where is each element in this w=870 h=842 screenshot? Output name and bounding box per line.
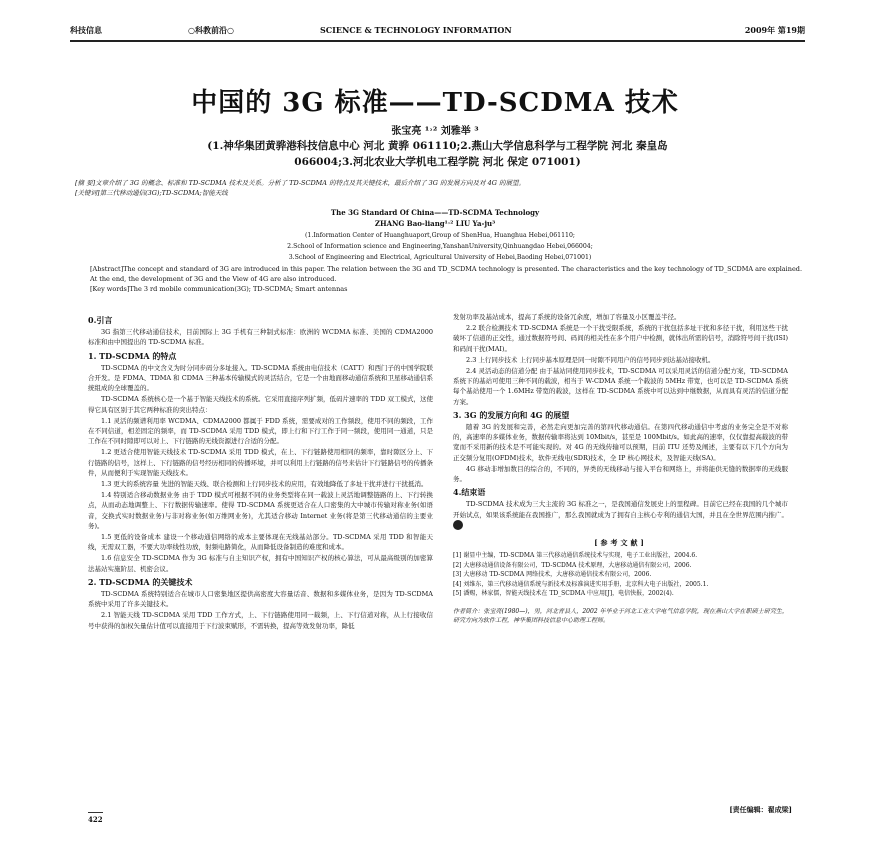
right-column — [453, 312, 788, 626]
english-affiliations — [75, 230, 805, 263]
english-title: The 3G Standard Of China——TD-SCDMA Technology — [330, 208, 540, 217]
stamp-icon — [453, 520, 463, 530]
paragraph: 发射功率及基站成本，提高了系统的设备冗余度，增加了容量及小区覆盖半径。 — [453, 313, 681, 321]
english-affiliation-line: (1.Information Center of Huanghuaport,Group of ShenHua, Huanghua Hebei,061110; — [305, 232, 575, 239]
paragraph: 2.1 智能天线 TD-SCDMA 采用 TDD 工作方式，上、下行链路使用同一载频，上、下行信道对称，从上行接收信号中获得的加权矢量估计值可以直接用于下行波束赋形，不需转换，提高等效发射功率，降低 — [88, 611, 433, 630]
paragraph: 4G 移动非增加数目的综合的，不同的，异类的无线移动与接入平台和网络上，并将能供无缝的数据率的无线服务。 — [453, 464, 788, 484]
left-column — [88, 312, 433, 632]
running-header — [70, 20, 805, 42]
chinese-abstract-block — [75, 178, 805, 198]
paragraph: 1.3 更大的系统容量 先进的智能天线、联合检测和上行同步技术的应用，有效地降低了多址干扰并进行干扰抵消。 — [101, 480, 428, 489]
paragraph: 1.1 灵活的频谱利用率 WCDMA、CDMA2000 都属于 FDD 系统，需要成对的工作频段，使用不同的频段，工作在不同信道，相差固定的频率，而 TD-SCDMA 采用 TDD 模式，即上行和下行工作于同一频段，使用同一通道，只是工作在不同时隙即可以对上、下行链路的无线资源进行合适的分配。 — [88, 416, 433, 446]
english-keywords: [Key words]The 3 rd mobile communication(3G); TD-SCDMA; Smart antennas — [90, 285, 348, 293]
conclusion-text: TD-SCDMA 技术成为三大主流的 3G 标准之一，是我国通信发展史上的里程碑。目前它已经在我国的几个城市开始试点，如果该系统能在我国推广，那么我国就成为了拥有自主核心专利的通信大国，并且在全世界范围内推广。 — [453, 500, 788, 519]
english-affiliation-line: 2.School of Information science and Engineering,YanshanUniversity,Qinhuangdao Hebei,066004; — [287, 243, 593, 250]
paragraph: 1.5 更低的设备成本 建设一个移动通信网络的成本主要体现在无线基站部分。TD-SCDMA 采用 TDD 和智能天线，无需双工器，不要大功率线性功放，射频电路简化，从而降低设备制造的难度和成本。 — [88, 533, 433, 552]
affiliation-line: 066004;3.河北农业大学机电工程学院 河北 保定 071001) — [294, 156, 581, 168]
reference-item: [3] 大唐移动 TD-SCDMA 网络技术，大唐移动通信技术有限公司，2006. — [453, 571, 652, 579]
page-number: 422 — [88, 812, 103, 824]
paragraph: 2.2 联合检测技术 TD-SCDMA 系统是一个干扰受限系统，系统的干扰包括多址干扰和多径干扰，利用这些干扰破坏了信道的正交性，通过数据符号间、码间的相关性在多个用户中检测，就体出所需的信号，消除符号间干扰(ISI)和码间干扰(MAI)。 — [453, 324, 788, 353]
reference-item: [1] 谢显中主编，TD-SCDMA 第三代移动通信系统技术与实现，电子工业出版社，2004.6. — [453, 552, 698, 560]
paragraph: TD-SCDMA 系统特别适合在城市人口密集地区提供高密度大容量话音、数据和多媒体业务，是因为 TD-SCDMA 系统中采用了许多关键技术。 — [88, 590, 433, 609]
paragraph: 3G 指第三代移动通信技术，目前国际上 3G 手机有三种制式标准：欧洲的 WCDMA 标准、美国的 CDMA2000 标准和由中国提出的 TD-SCDMA 标准。 — [88, 328, 433, 347]
reference-item: [2] 大唐移动通信设备有限公司，TD-SCDMA 技术原理，大唐移动通信有限公司，2006. — [453, 561, 692, 569]
reference-item: [5] 潘赐，林家儒，智能天线技术在 TD_SCDMA 中应用[J]，电信快报，2002(4). — [453, 590, 674, 598]
paragraph: 1.2 更适合使用智能天线技术 TD-SCDMA 采用 TDD 模式，在上、下行链路使用相同的频率，靠时隙区分上、下行链路的信号，这样上、下行链路的信号经历相同的传播环境，并可以利用上行链路的信号来估计下行链路信号的传播条件，从而便利于实现智能天线技术。 — [88, 448, 433, 477]
paragraph: 2.3 上行同步技术 上行同步基本原理是同一时隙不同用户的信号同步到达基站接收机。 — [466, 355, 715, 364]
section-name: ○科教前沿○ — [188, 24, 234, 35]
section-heading: 2. TD-SCDMA 的关键技术 — [88, 576, 193, 587]
author-bio: 作者简介：张宝亮(1980—)，男，河北青县人，2002 年毕业于河北工业大学电气信息学院，现在燕山大学在职硕士研究生，研究方向为软件工程，神华集团科技信息中心助理工程师。 — [453, 607, 788, 625]
journal-name: 科技信息 — [70, 24, 102, 35]
reference-item: [4] 刘维东，第三代移动通信系统与新技术及标准演进实用手册，北京科大电子出版社，2005.1. — [453, 580, 709, 588]
references-title: [参考文献] — [594, 538, 647, 548]
keywords-cn: [关键词]第三代移动通信(3G);TD-SCDMA;智能天线 — [75, 189, 228, 197]
paper-title: 中国的 3G 标准——TD-SCDMA 技术 — [191, 88, 679, 118]
issue-info: 2009年 第19期 — [744, 24, 805, 35]
paragraph: TD-SCDMA 的中文含义为时分同步码分多址接入。TD-SCDMA 系统由电信技术（CATT）和西门子的中国学院联合开发。是 FDMA、TDMA 和 CDMA 三种基本传输模式的灵活结合，它是一个由地面移动通信系统和卫星移动通信系统组成的全球覆盖的。 — [88, 363, 433, 393]
english-authors: ZHANG Bao-liang¹˒² LIU Ya-ju³ — [374, 219, 496, 228]
journal-english-name: SCIENCE & TECHNOLOGY INFORMATION — [320, 25, 512, 35]
paper-authors: 张宝亮 ¹˒² 刘雅举 ³ — [391, 126, 479, 137]
paragraph: 1.4 特别适合移动数据业务 由于 TDD 模式可根据不同的业务类型将在同一载波上灵活地调整链路的上、下行转换点，从而动态地调整上、下行数据传输速率。使得 TD-SCDMA 系统更适合在人口密集的大中城市传输对称业务(如语音，交换式实时数据业务)与非对称业务(如万维网业务)，尤其适合移动 Internet 业务(将是第三代移动通信的主要业务)。 — [88, 491, 433, 530]
abstract-cn: [摘 要]文章介绍了 3G 的概念、标准和 TD-SCDMA 技术及关系。分析了 TD-SCDMA 的特点及其关键技术，最后介绍了 3G 的发展方向及对 4G 的展望。 — [75, 179, 525, 187]
paragraph: 1.6 信息安全 TD-SCDMA 作为 3G 标准与自主知识产权，拥有中国知识产权的核心算法，可从最高级别的加密算法基站实施阶层、机密会议。 — [88, 554, 433, 573]
paragraph: TD-SCDMA 系统核心是一个基于智能天线技术的系统。它采用直接序列扩频，低码片速率的 TDD 双工模式，这使得它具有区别于其它两种标准的突出特点： — [88, 395, 433, 414]
paragraph: 2.4 灵活动态的信道分配 由于基站同使用同步技术，TD-SCDMA 可以采用灵活的信道分配方案，TD-SCDMA 系统下的基站可使用三种不同的载波，相当于 W-CDMA 系统一个载波的 5MHz 带宽，也可以是 TD-SCDMA 系统每个基站使用一个 1.6MHz 带宽的载波，这样在 TD-SCDMA 系统中可以达到中继数据，从而具有灵活的信道分配方案。 — [453, 367, 788, 406]
english-abstract: [Abstract]The concept and standard of 3G are introduced in this paper. The relation between the 3G and TD_SCDMA technology is presented. The characteristics and the key technology of TD_SCDMA are explained. At the end, the development of 3G and the View of 4G are also introduced. — [90, 265, 803, 283]
affiliations — [75, 138, 800, 170]
english-abstract-block — [90, 264, 805, 294]
section-heading: 1. TD-SCDMA 的特点 — [88, 350, 177, 361]
affiliation-line: (1.神华集团黄骅港科技信息中心 河北 黄骅 061110;2.燕山大学信息科学与工程学院 河北 秦皇岛 — [207, 140, 668, 152]
paragraph: 随着 3G 的发展和完善，必然走向更加完善的第四代移动通信。在第四代移动通信中考虑的业务完全是不对称的，高速率的多媒体业务，数据传输率将达到 10Mbit/s，甚至是 100Mbit/s。如此高的速率，仅仅靠提高载波的带宽而不采用新的技术是不可能实现的。对 4G 的无线传输可以预期，目前 ITU 还势及阐述，主要有以下几个方向为正交频分复用(OFDM)技术，软件无线电(SDR)技术，全 IP 核心网技术，及智能天线(SA)。 — [453, 423, 788, 462]
editor-note: [责任编辑：翟成梁] — [729, 805, 792, 814]
paragraph — [453, 499, 788, 530]
references-list — [453, 551, 788, 599]
section-heading: 4.结束语 — [453, 487, 486, 498]
section-heading: 3. 3G 的发展方向和 4G 的展望 — [453, 409, 570, 420]
english-affiliation-line: 3.School of Engineering and Electrical, Agricultural University of Hebei,Baoding Hebei,071001) — [288, 254, 592, 261]
section-heading: 0.引言 — [88, 315, 113, 325]
